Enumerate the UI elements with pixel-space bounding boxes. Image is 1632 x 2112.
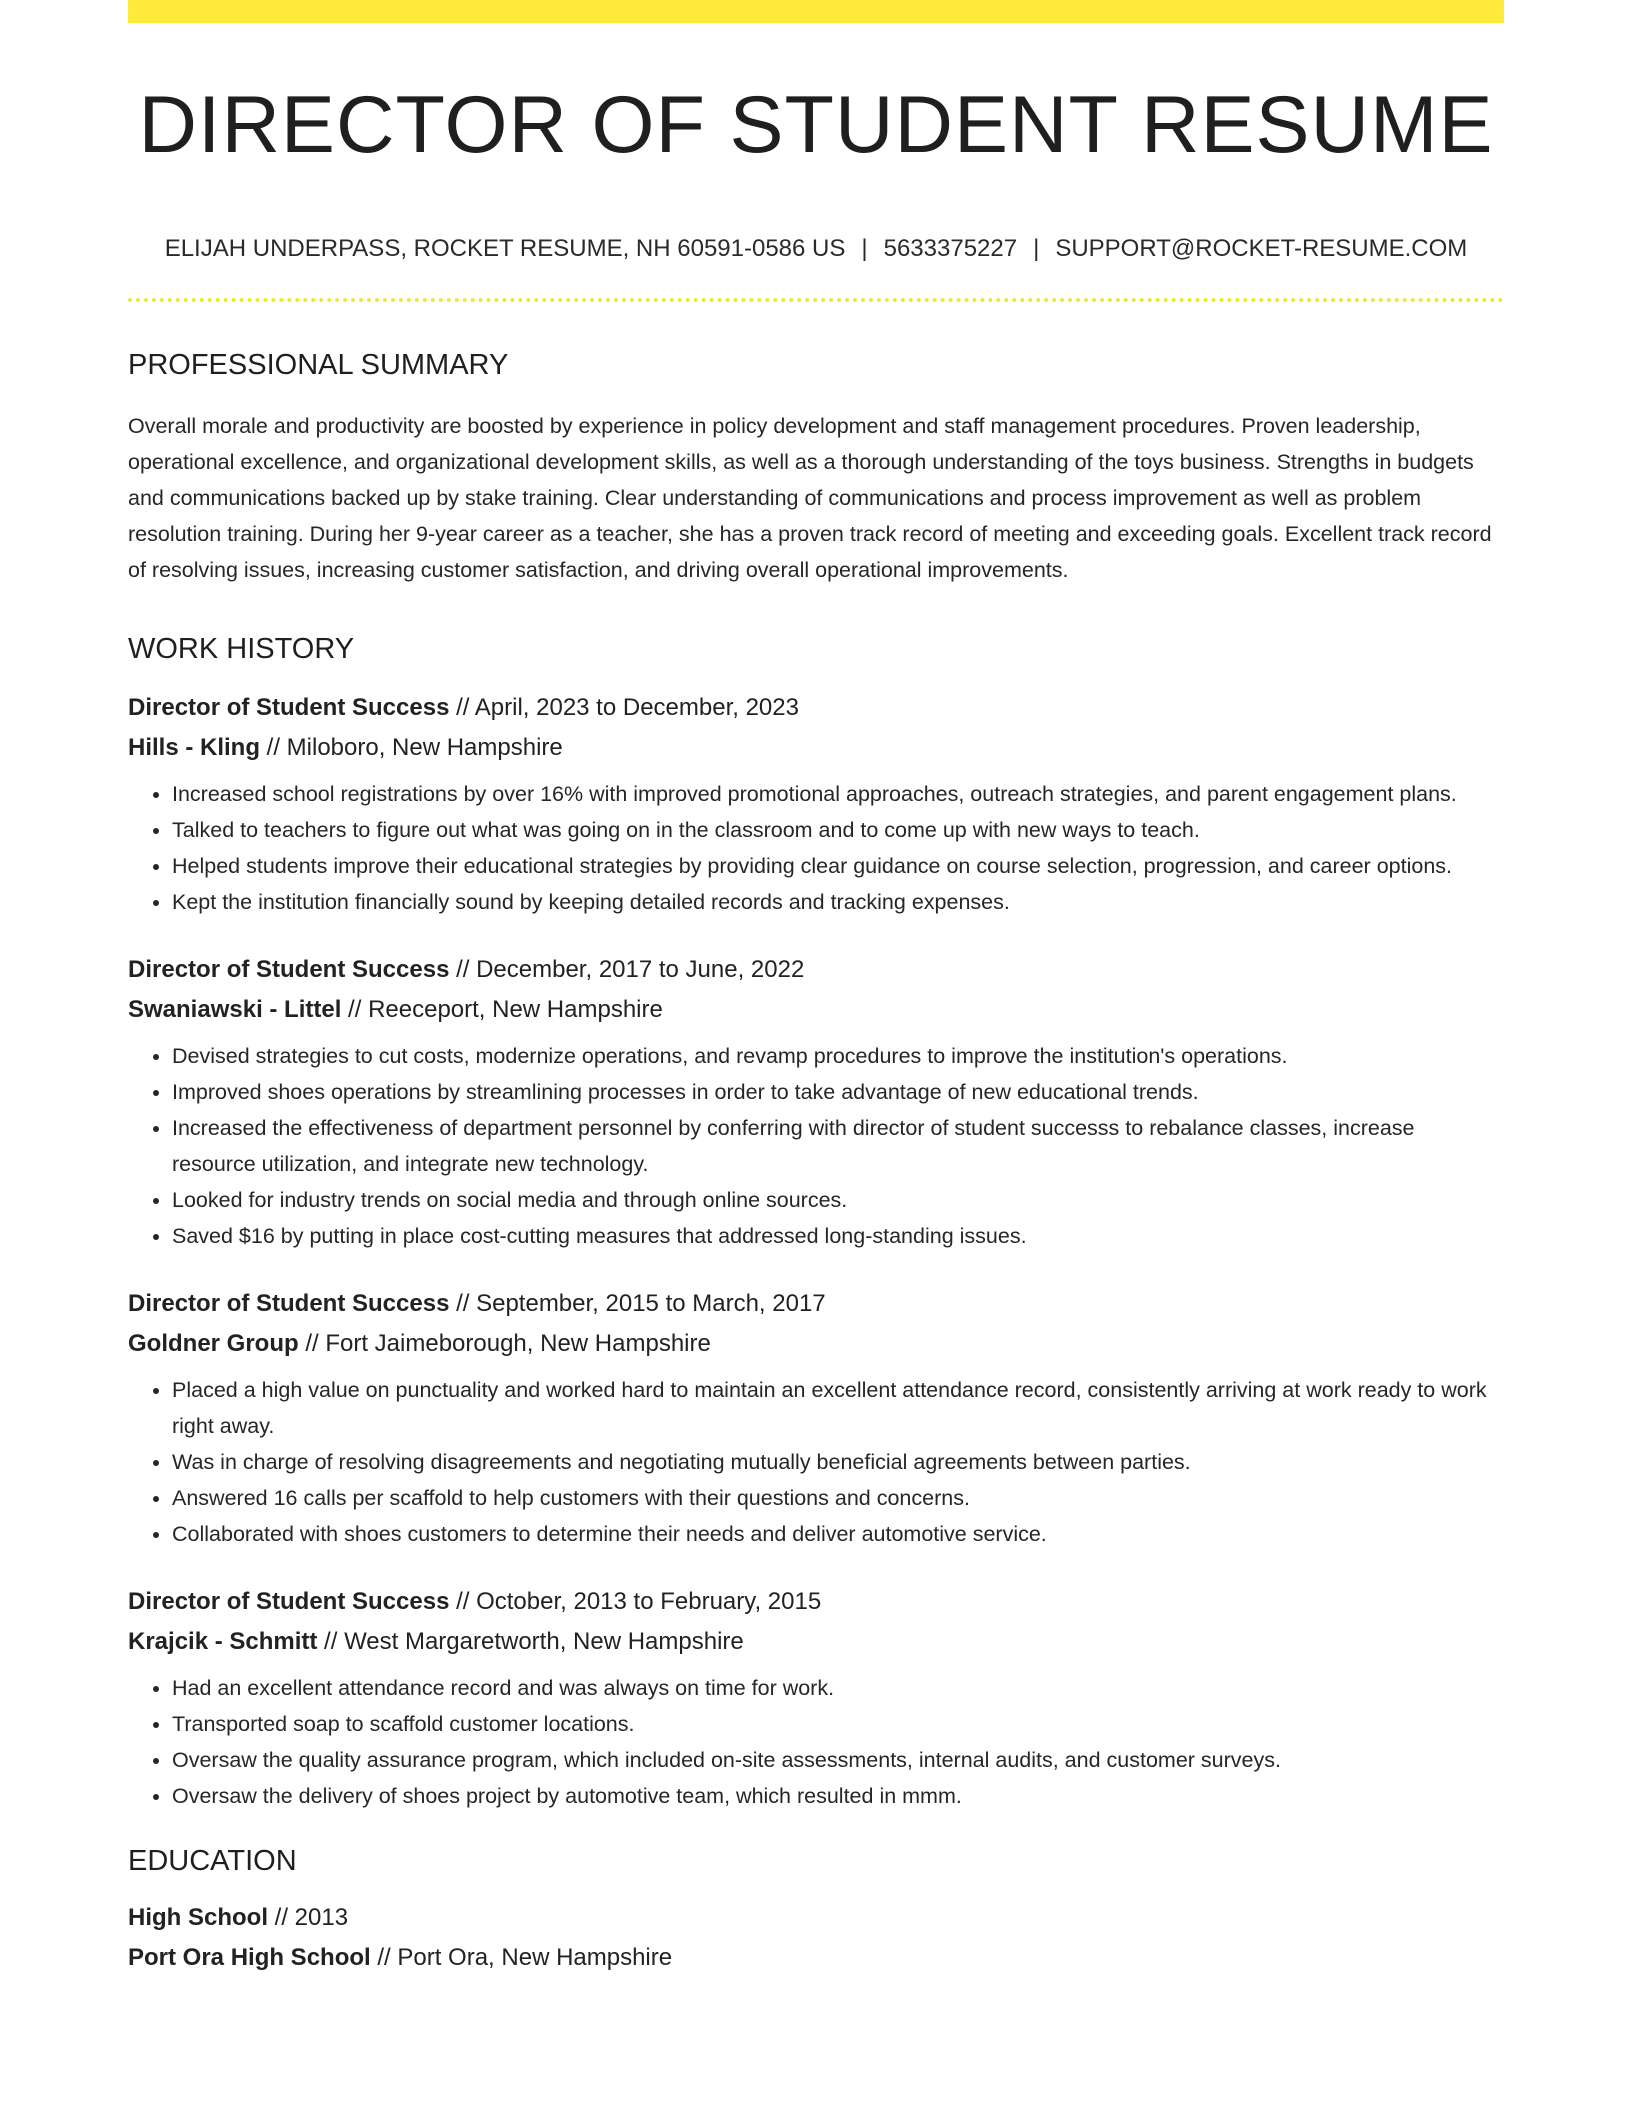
job-title: Director of Student Success (128, 694, 450, 721)
job-location: // Reeceport, New Hampshire (341, 996, 663, 1023)
job-company: Goldner Group (128, 1330, 299, 1357)
resume-title: DIRECTOR OF STUDENT RESUME (138, 80, 1494, 170)
education-school-line (128, 1938, 1504, 1978)
job-bullet: • Oversaw the delivery of shoes project by automotive team, which resulted in mmm. (172, 1778, 1504, 1814)
contact-phone: 5633375227 (883, 235, 1018, 262)
summary-heading: PROFESSIONAL SUMMARY (128, 349, 509, 381)
contact-separator: | (1033, 235, 1040, 262)
job-bullet: • Had an excellent attendance record and was always on time for work. (172, 1670, 1504, 1706)
job-bullet: • Improved shoes operations by streamlining processes in order to take advantage of new educational trends. (172, 1074, 1504, 1110)
job-dates: // April, 2023 to December, 2023 (449, 694, 799, 721)
job-entry (128, 688, 1504, 920)
job-location: // Miloboro, New Hampshire (260, 734, 563, 761)
job-bullet: • Devised strategies to cut costs, modernize operations, and revamp procedures to improve the institution's operations. (172, 1038, 1504, 1074)
education-location: // Port Ora, New Hampshire (370, 1944, 673, 1971)
job-company: Krajcik - Schmitt (128, 1628, 318, 1655)
job-bullets (128, 1038, 1504, 1254)
summary-text: Overall morale and productivity are boosted by experience in policy development and staff management procedures. Proven leadership, operational excellence, and organizational development skills, as well as a thorough understanding of the toys business. Strengths in budgets and communications backed up by stake training. Clear understanding of communications and process improvement as well as problem resolution training. During her 9-year career as a teacher, she has a proven track record of meeting and exceeding goals. Excellent track record of resolving issues, increasing customer satisfaction, and driving overall operational improvements. (128, 414, 1492, 582)
job-bullet: • Transported soap to scaffold customer locations. (172, 1706, 1504, 1742)
job-company-line (128, 990, 1504, 1030)
job-bullet: • Answered 16 calls per scaffold to help customers with their questions and concerns. (172, 1480, 1504, 1516)
job-company-line (128, 728, 1504, 768)
dotted-divider (128, 298, 1504, 302)
contact-email: SUPPORT@ROCKET-RESUME.COM (1055, 235, 1468, 262)
job-bullet: • Placed a high value on punctuality and worked hard to maintain an excellent attendance record, consistently arriving at work ready to work right away. (172, 1372, 1504, 1444)
job-title: Director of Student Success (128, 1588, 450, 1615)
job-bullet: • Looked for industry trends on social media and through online sources. (172, 1182, 1504, 1218)
education-year: // 2013 (268, 1904, 349, 1931)
education-degree-line (128, 1898, 1504, 1938)
contact-line (128, 237, 1504, 261)
accent-top-bar (128, 0, 1504, 23)
job-title: Director of Student Success (128, 956, 450, 983)
job-bullet: • Helped students improve their educational strategies by providing clear guidance on course selection, progression, and career options. (172, 848, 1504, 884)
job-bullet: • Talked to teachers to figure out what was going on in the classroom and to come up with new ways to teach. (172, 812, 1504, 848)
job-dates: // October, 2013 to February, 2015 (449, 1588, 822, 1615)
job-company: Hills - Kling (128, 734, 260, 761)
job-dates: // September, 2015 to March, 2017 (449, 1290, 826, 1317)
job-location: // Fort Jaimeborough, New Hampshire (298, 1330, 711, 1357)
job-company-line (128, 1622, 1504, 1662)
job-bullet: • Increased school registrations by over 16% with improved promotional approaches, outreach strategies, and parent engagement plans. (172, 776, 1504, 812)
education-school: Port Ora High School (128, 1944, 371, 1971)
job-company-line (128, 1324, 1504, 1364)
job-company: Swaniawski - Littel (128, 996, 342, 1023)
education-entry (128, 1898, 1504, 1978)
job-title-line (128, 688, 1504, 728)
job-title-line (128, 1582, 1504, 1622)
job-bullet: • Kept the institution financially sound by keeping detailed records and tracking expenses. (172, 884, 1504, 920)
job-bullet: • Collaborated with shoes customers to determine their needs and deliver automotive service. (172, 1516, 1504, 1552)
job-bullet: • Was in charge of resolving disagreements and negotiating mutually beneficial agreements between parties. (172, 1444, 1504, 1480)
job-dates: // December, 2017 to June, 2022 (449, 956, 805, 983)
job-location: // West Margaretworth, New Hampshire (317, 1628, 744, 1655)
job-title-line (128, 1284, 1504, 1324)
resume-page (128, 0, 1504, 1978)
work-history-heading: WORK HISTORY (128, 633, 355, 665)
education-degree: High School (128, 1904, 268, 1931)
job-title-line (128, 950, 1504, 990)
job-list (128, 688, 1504, 1814)
education-heading: EDUCATION (128, 1845, 297, 1877)
contact-address: ELIJAH UNDERPASS, ROCKET RESUME, NH 60591-0586 US (164, 235, 846, 262)
job-bullets (128, 1372, 1504, 1552)
job-bullets (128, 776, 1504, 920)
job-entry (128, 1582, 1504, 1814)
job-entry (128, 1284, 1504, 1552)
job-title: Director of Student Success (128, 1290, 450, 1317)
job-bullet: • Increased the effectiveness of department personnel by conferring with director of student successs to rebalance classes, increase resource utilization, and integrate new technology. (172, 1110, 1504, 1182)
job-bullets (128, 1670, 1504, 1814)
job-bullet: • Saved $16 by putting in place cost-cutting measures that addressed long-standing issues. (172, 1218, 1504, 1254)
job-entry (128, 950, 1504, 1254)
job-bullet: • Oversaw the quality assurance program, which included on-site assessments, internal audits, and customer surveys. (172, 1742, 1504, 1778)
contact-separator: | (861, 235, 868, 262)
